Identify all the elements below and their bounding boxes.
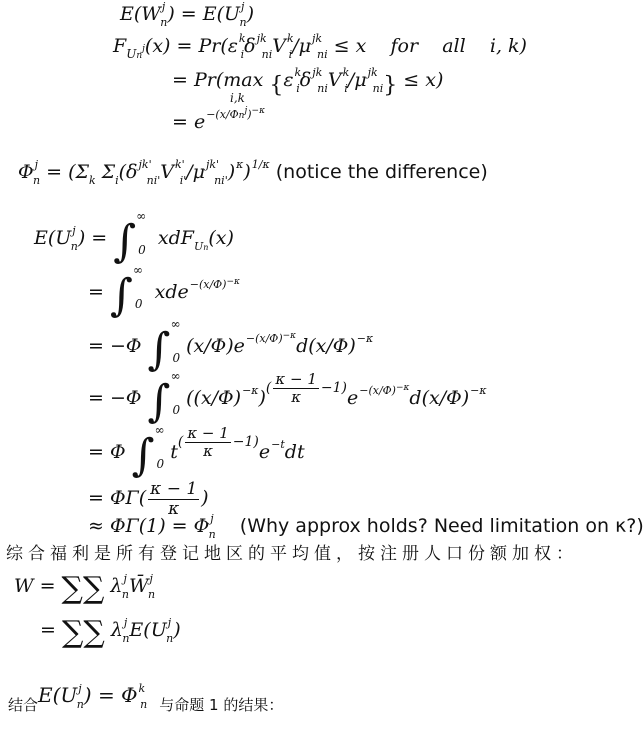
derivation-line-7: ≈ $\Phi\Gamma(1) = \Phi^j_n$ (Why approx holds? Need limitation on κ?) <box>88 512 644 541</box>
cdf-frechet-form: = $e^{-(x/\Phi n^j)^{-\kappa}}$ <box>172 106 265 133</box>
conclusion-line: 结合$E(U^j_n) = \Phi^k_n$ 与命题 1 的结果： <box>8 682 284 714</box>
derivation-line-4: = −Φ $\int^\infty_0$ $((x/\Phi)^{-\kappa})^{( \frac{\kappa - 1}{\kappa} -1)}e^{-(x/\Phi)^{-\kappa}}d(x/\Phi)^{-\kappa}$ <box>88 369 487 427</box>
welfare-line-1: W = ∑∑ $\lambda^j_nW̄^j_n$ <box>14 571 156 606</box>
approx-note: (Why approx holds? Need limitation on κ?) <box>239 515 644 537</box>
cdf-definition: $F_{Un^j}(x) = Pr(\varepsilon^k_i\delta^{jk}_{ni}V^k_i/\mu^{jk}_{ni} \le x$ for all i, k) <box>113 32 527 61</box>
conclusion-suffix: 与命题 1 的结果： <box>159 696 284 714</box>
derivation-line-5: = Φ $\int^\infty_0$ $t^{( \frac{\kappa - 1}{\kappa} -1)}e^{-t}dt$ <box>88 423 305 481</box>
phi-note: (notice the difference) <box>275 161 488 183</box>
derivation-line-1: $E(U^j_n) = \int^\infty_0$ xdF$_{Un}$(x) <box>34 209 234 267</box>
chinese-sentence: 综合福利是所有登记地区的平均值，按注册人口份额加权： <box>6 544 578 564</box>
conclusion-prefix: 结合 <box>8 696 39 714</box>
expected-welfare-equation: $E(W^j_n) = E(U^j_n)$ <box>120 0 254 29</box>
derivation-line-6: = ΦΓ( $\frac{\kappa - 1}{\kappa}$ ) <box>88 479 209 519</box>
derivation-line-3: = −Φ $\int^\infty_0$ $(x/\Phi)e^{-(x/\Phi)^{-\kappa}}d(x/\Phi)^{-\kappa}$ <box>88 317 374 375</box>
phi-definition: $\Phi^j_n = (\Sigma_k$ $\Sigma_i(\delta^{jk'}_{ni'}V^{k'}_{i'}/\mu^{jk'}_{ni'})^\kappa)^{1/\kappa}$ (notice the difference) <box>18 158 488 187</box>
welfare-line-2: = ∑∑ $\lambda^j_nE(U^j_n)$ <box>40 615 181 650</box>
derivation-line-2: = $\int^\infty_0$ xde$^{-(x/\Phi)^{-\kappa}}$ <box>88 263 240 321</box>
cdf-max-form: = Pr(max $\{\varepsilon^k_i\delta^{jk}_{ni}V^k_i/\mu^{jk}_{ni}\} \le x$) i,k <box>172 66 444 105</box>
